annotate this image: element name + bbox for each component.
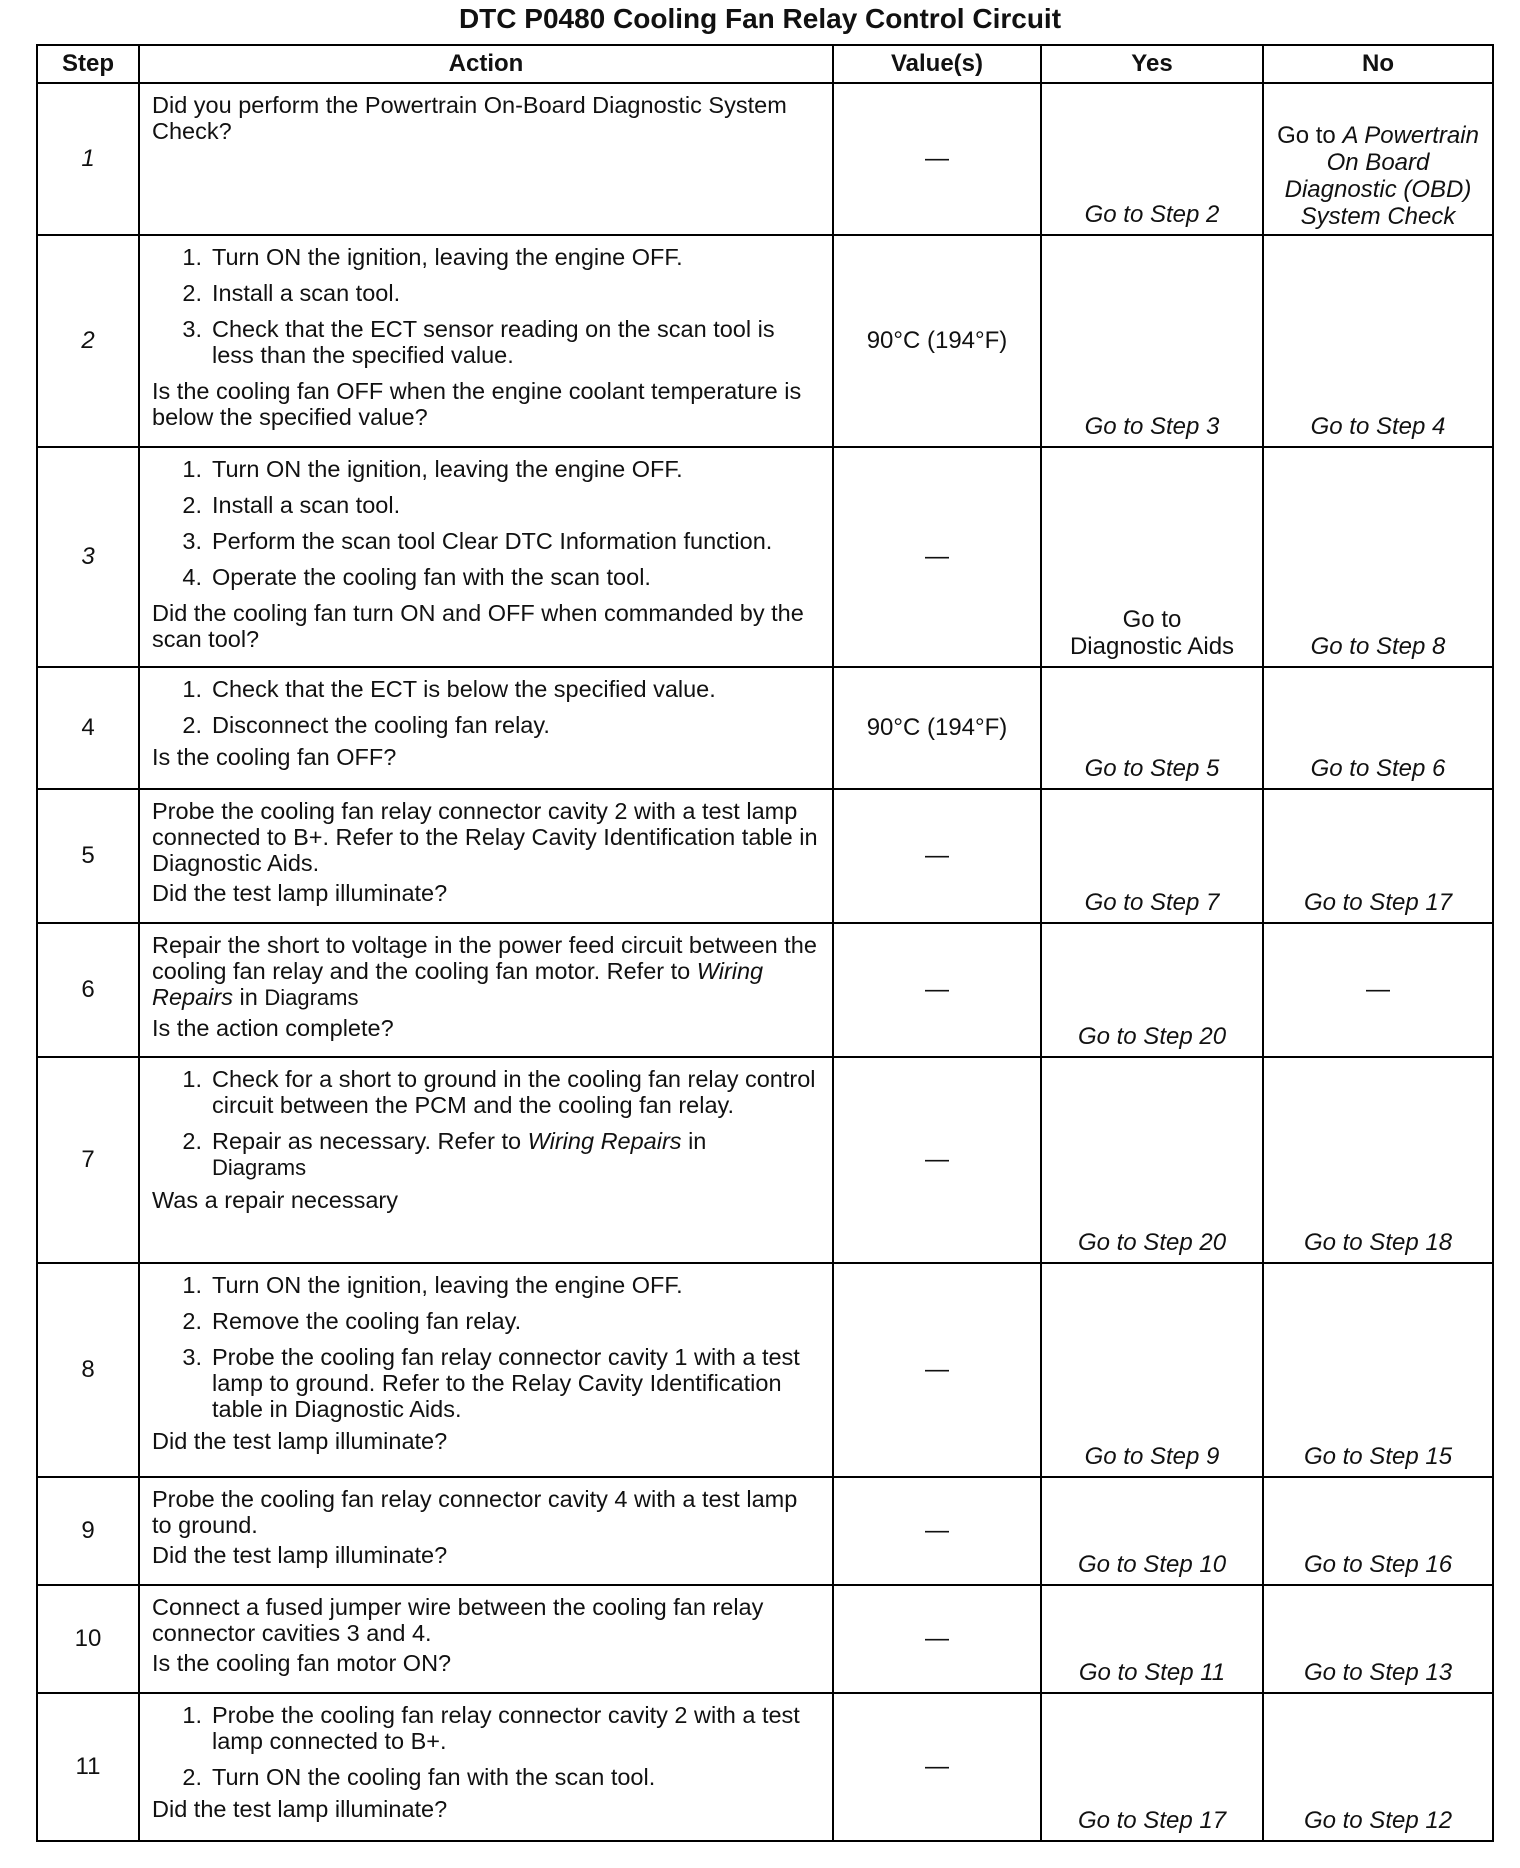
header-yes: Yes: [1041, 45, 1263, 83]
no-cell: —: [1263, 923, 1493, 1057]
no-cell: Go to Step 13: [1263, 1585, 1493, 1693]
step-number: 8: [37, 1263, 139, 1477]
list-item: 1. Check that the ECT is below the specified value.: [182, 676, 716, 702]
list-item: 2. Install a scan tool.: [182, 492, 401, 518]
action-cell: [139, 1585, 833, 1693]
action-cell: [139, 923, 833, 1057]
list-item: 1. Turn ON the ignition, leaving the engine OFF.: [182, 456, 683, 482]
action-question: Did the cooling fan turn ON and OFF when commanded by the scan tool?: [152, 600, 804, 652]
header-step: Step: [37, 45, 139, 83]
step-number: 3: [37, 447, 139, 667]
list-item: 2. Disconnect the cooling fan relay.: [182, 712, 550, 738]
action-question: Is the action complete?: [152, 1015, 394, 1041]
step-number: 10: [37, 1585, 139, 1693]
list-item: 2. Install a scan tool.: [182, 280, 401, 306]
value-cell: —: [833, 1477, 1041, 1585]
action-question: Did the test lamp illuminate?: [152, 1542, 448, 1568]
yes-cell: Go to Step 17: [1041, 1693, 1263, 1841]
step-number: 1: [37, 83, 139, 235]
value-cell: —: [833, 1263, 1041, 1477]
yes-cell: Go to Step 2: [1041, 83, 1263, 235]
list-item: 4. Operate the cooling fan with the scan tool.: [182, 564, 651, 590]
step-number: 4: [37, 667, 139, 789]
yes-cell: Go to Step 7: [1041, 789, 1263, 923]
no-cell: Go to Step 18: [1263, 1057, 1493, 1263]
yes-line-1: Go to: [1122, 606, 1182, 633]
action-cell: [139, 1477, 833, 1585]
action-list: [152, 1702, 822, 1790]
yes-cell: Go to Step 9: [1041, 1263, 1263, 1477]
no-cell: Go to Step 17: [1263, 789, 1493, 923]
table-row: [37, 667, 1493, 789]
list-item: 3. Probe the cooling fan relay connector cavity 1 with a test lamp to ground. Refer to the Relay Cavity Identification table in Diagnostic Aids.: [182, 1344, 800, 1422]
step-number: 6: [37, 923, 139, 1057]
list-item: 2. Turn ON the cooling fan with the scan tool.: [182, 1764, 656, 1790]
action-list: [152, 1066, 822, 1181]
diagnostic-table: [36, 44, 1494, 1842]
action-cell: [139, 1263, 833, 1477]
action-list: [152, 456, 822, 590]
table-row: [37, 1263, 1493, 1477]
table-row: [37, 447, 1493, 667]
header-row: [37, 45, 1493, 83]
value-cell: —: [833, 923, 1041, 1057]
header-action: Action: [139, 45, 833, 83]
action-question: Did the test lamp illuminate?: [152, 880, 448, 906]
action-question: Did the test lamp illuminate?: [152, 1428, 448, 1454]
list-item: 3. Perform the scan tool Clear DTC Information function.: [182, 528, 773, 554]
page-title: DTC P0480 Cooling Fan Relay Control Circuit: [458, 3, 1062, 34]
table-row: [37, 789, 1493, 923]
table-row: [37, 1585, 1493, 1693]
action-question: Is the cooling fan OFF?: [152, 744, 397, 770]
action-list: [152, 1272, 822, 1422]
yes-cell: Go to Step 3: [1041, 235, 1263, 447]
yes-cell: Go to Step 5: [1041, 667, 1263, 789]
step-number: 7: [37, 1057, 139, 1263]
table-row: [37, 1693, 1493, 1841]
yes-cell: Go to Step 10: [1041, 1477, 1263, 1585]
action-cell: [139, 83, 833, 235]
list-item: 1. Check for a short to ground in the cooling fan relay control circuit between the PCM and the cooling fan relay.: [182, 1066, 816, 1118]
header-values: Value(s): [833, 45, 1041, 83]
list-item: 1. Probe the cooling fan relay connector cavity 2 with a test lamp connected to B+.: [182, 1702, 800, 1754]
no-cell: Go to Step 6: [1263, 667, 1493, 789]
header-no: No: [1263, 45, 1493, 83]
action-cell: [139, 1057, 833, 1263]
value-cell: —: [833, 789, 1041, 923]
no-text-prefix: Go to: [1277, 122, 1343, 149]
value-cell: —: [833, 1585, 1041, 1693]
table-row: [37, 83, 1493, 235]
table-row: [37, 923, 1493, 1057]
list-item: 2. Repair as necessary. Refer to Wiring Repairs in Diagrams: [182, 1128, 707, 1180]
step-number: 11: [37, 1693, 139, 1841]
step-number: 2: [37, 235, 139, 447]
yes-cell: [1041, 447, 1263, 667]
action-text: Probe the cooling fan relay connector cavity 4 with a test lamp to ground.: [152, 1486, 798, 1538]
no-cell: Go to Step 4: [1263, 235, 1493, 447]
step-number: 9: [37, 1477, 139, 1585]
action-text: Repair the short to voltage in the power feed circuit between the cooling fan relay and the cooling fan motor. Refer to Wiring Repairs in Diagrams: [152, 932, 817, 1010]
action-text: Did you perform the Powertrain On-Board Diagnostic System Check?: [152, 92, 787, 144]
table-row: [37, 1477, 1493, 1585]
action-cell: [139, 235, 833, 447]
value-cell: —: [833, 83, 1041, 235]
no-cell: Go to Step 15: [1263, 1263, 1493, 1477]
value-cell: 90°C (194°F): [833, 235, 1041, 447]
action-question: Is the cooling fan motor ON?: [152, 1650, 452, 1676]
yes-line-2: Diagnostic Aids: [1069, 633, 1235, 660]
action-cell: [139, 1693, 833, 1841]
value-cell: —: [833, 1057, 1041, 1263]
list-item: 1. Turn ON the ignition, leaving the engine OFF.: [182, 244, 683, 270]
table-row: [37, 235, 1493, 447]
yes-cell: Go to Step 20: [1041, 1057, 1263, 1263]
yes-cell: Go to Step 11: [1041, 1585, 1263, 1693]
action-list: [152, 244, 822, 368]
yes-cell: Go to Step 20: [1041, 923, 1263, 1057]
value-cell: —: [833, 447, 1041, 667]
action-cell: [139, 447, 833, 667]
wiring-repairs-reference: Wiring Repairs: [152, 958, 764, 1010]
action-list: [152, 676, 822, 738]
no-cell: Go to Step 8: [1263, 447, 1493, 667]
no-cell: Go to Step 16: [1263, 1477, 1493, 1585]
action-question: Did the test lamp illuminate?: [152, 1796, 448, 1822]
list-item: 1. Turn ON the ignition, leaving the engine OFF.: [182, 1272, 683, 1298]
no-cell: [1263, 83, 1493, 235]
list-item: 3. Check that the ECT sensor reading on the scan tool is less than the specified value.: [182, 316, 775, 368]
action-text: Probe the cooling fan relay connector cavity 2 with a test lamp connected to B+. Refer to the Relay Cavity Identification table in Diagnostic Aids.: [152, 798, 818, 876]
action-cell: [139, 667, 833, 789]
value-cell: 90°C (194°F): [833, 667, 1041, 789]
value-cell: —: [833, 1693, 1041, 1841]
step-number: 5: [37, 789, 139, 923]
action-question: Was a repair necessary: [152, 1187, 398, 1213]
wiring-repairs-reference: Wiring Repairs: [527, 1128, 682, 1154]
action-text: Connect a fused jumper wire between the cooling fan relay connector cavities 3 and 4.: [152, 1594, 764, 1646]
no-text-reference: A Powertrain On Board Diagnostic (OBD) System Check: [1284, 122, 1479, 230]
action-question: Is the cooling fan OFF when the engine coolant temperature is below the specified value?: [152, 378, 802, 430]
no-cell: Go to Step 12: [1263, 1693, 1493, 1841]
list-item: 2. Remove the cooling fan relay.: [182, 1308, 522, 1334]
table-row: [37, 1057, 1493, 1263]
action-cell: [139, 789, 833, 923]
